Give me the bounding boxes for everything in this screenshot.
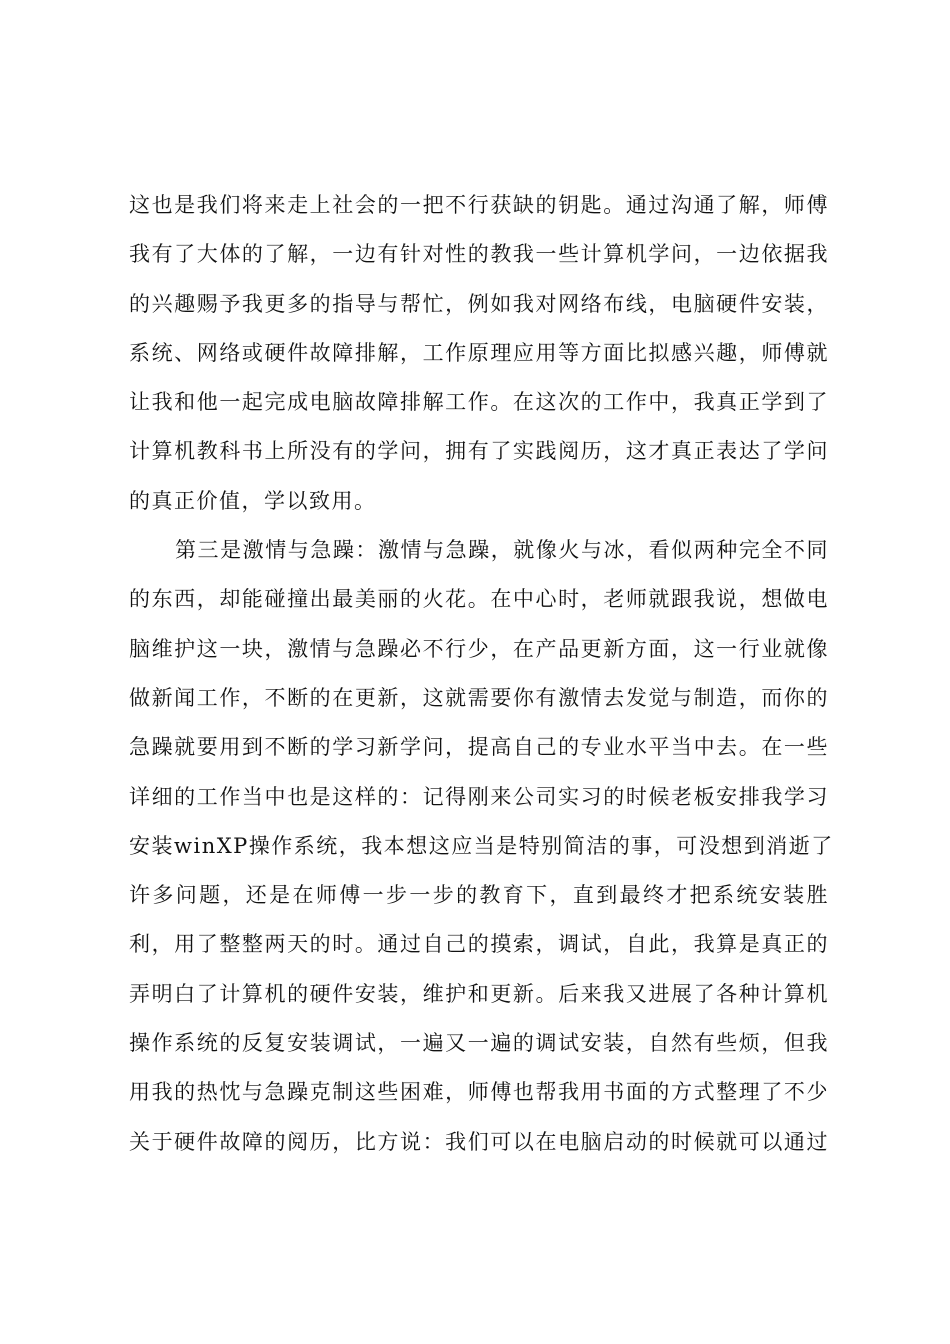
text-line: 弄明白了计算机的硬件安装，维护和更新。后来我又进展了各种计算机	[129, 981, 829, 1006]
paragraph-first-line: 第三是激情与急躁：激情与急躁，就像火与冰，看似两种完全不同	[175, 538, 829, 563]
text-line: 做新闻工作，不断的在更新，这就需要你有激情去发觉与制造，而你的	[129, 685, 829, 710]
text-line: 的东西，却能碰撞出最美丽的火花。在中心时，老师就跟我说，想做电	[129, 587, 829, 612]
text-line: 的真正价值，学以致用。	[129, 488, 377, 513]
body-text	[129, 181, 834, 1167]
text-line: 安装winXP操作系统，我本想这应当是特别简洁的事，可没想到消逝了	[129, 833, 834, 858]
text-line: 让我和他一起完成电脑故障排解工作。在这次的工作中，我真正学到了	[129, 390, 829, 415]
text-line: 利，用了整整两天的时。通过自己的摸索，调试，自此，我算是真正的	[129, 932, 829, 957]
text-line: 急躁就要用到不断的学习新学问，提高自己的专业水平当中去。在一些	[129, 735, 829, 760]
text-line: 关于硬件故障的阅历，比方说：我们可以在电脑启动的时候就可以通过	[129, 1129, 829, 1154]
text-line: 的兴趣赐予我更多的指导与帮忙，例如我对网络布线，电脑硬件安装，	[129, 291, 829, 316]
text-line: 操作系统的反复安装调试，一遍又一遍的调试安装，自然有些烦，但我	[129, 1031, 829, 1056]
text-line: 计算机教科书上所没有的学问，拥有了实践阅历，这才真正表达了学问	[129, 439, 829, 464]
text-line: 系统、网络或硬件故障排解，工作原理应用等方面比拟感兴趣，师傅就	[129, 340, 829, 365]
text-line: 我有了大体的了解，一边有针对性的教我一些计算机学问，一边依据我	[129, 242, 829, 267]
text-line: 脑维护这一块，激情与急躁必不行少，在产品更新方面，这一行业就像	[129, 636, 829, 661]
text-line: 许多问题，还是在师傅一步一步的教育下，直到最终才把系统安装胜	[129, 883, 829, 908]
text-line: 这也是我们将来走上社会的一把不行获缺的钥匙。通过沟通了解，师傅	[129, 193, 829, 217]
text-line: 用我的热忱与急躁克制这些困难，师傅也帮我用书面的方式整理了不少	[129, 1080, 829, 1105]
text-line: 详细的工作当中也是这样的：记得刚来公司实习的时候老板安排我学习	[129, 784, 829, 809]
